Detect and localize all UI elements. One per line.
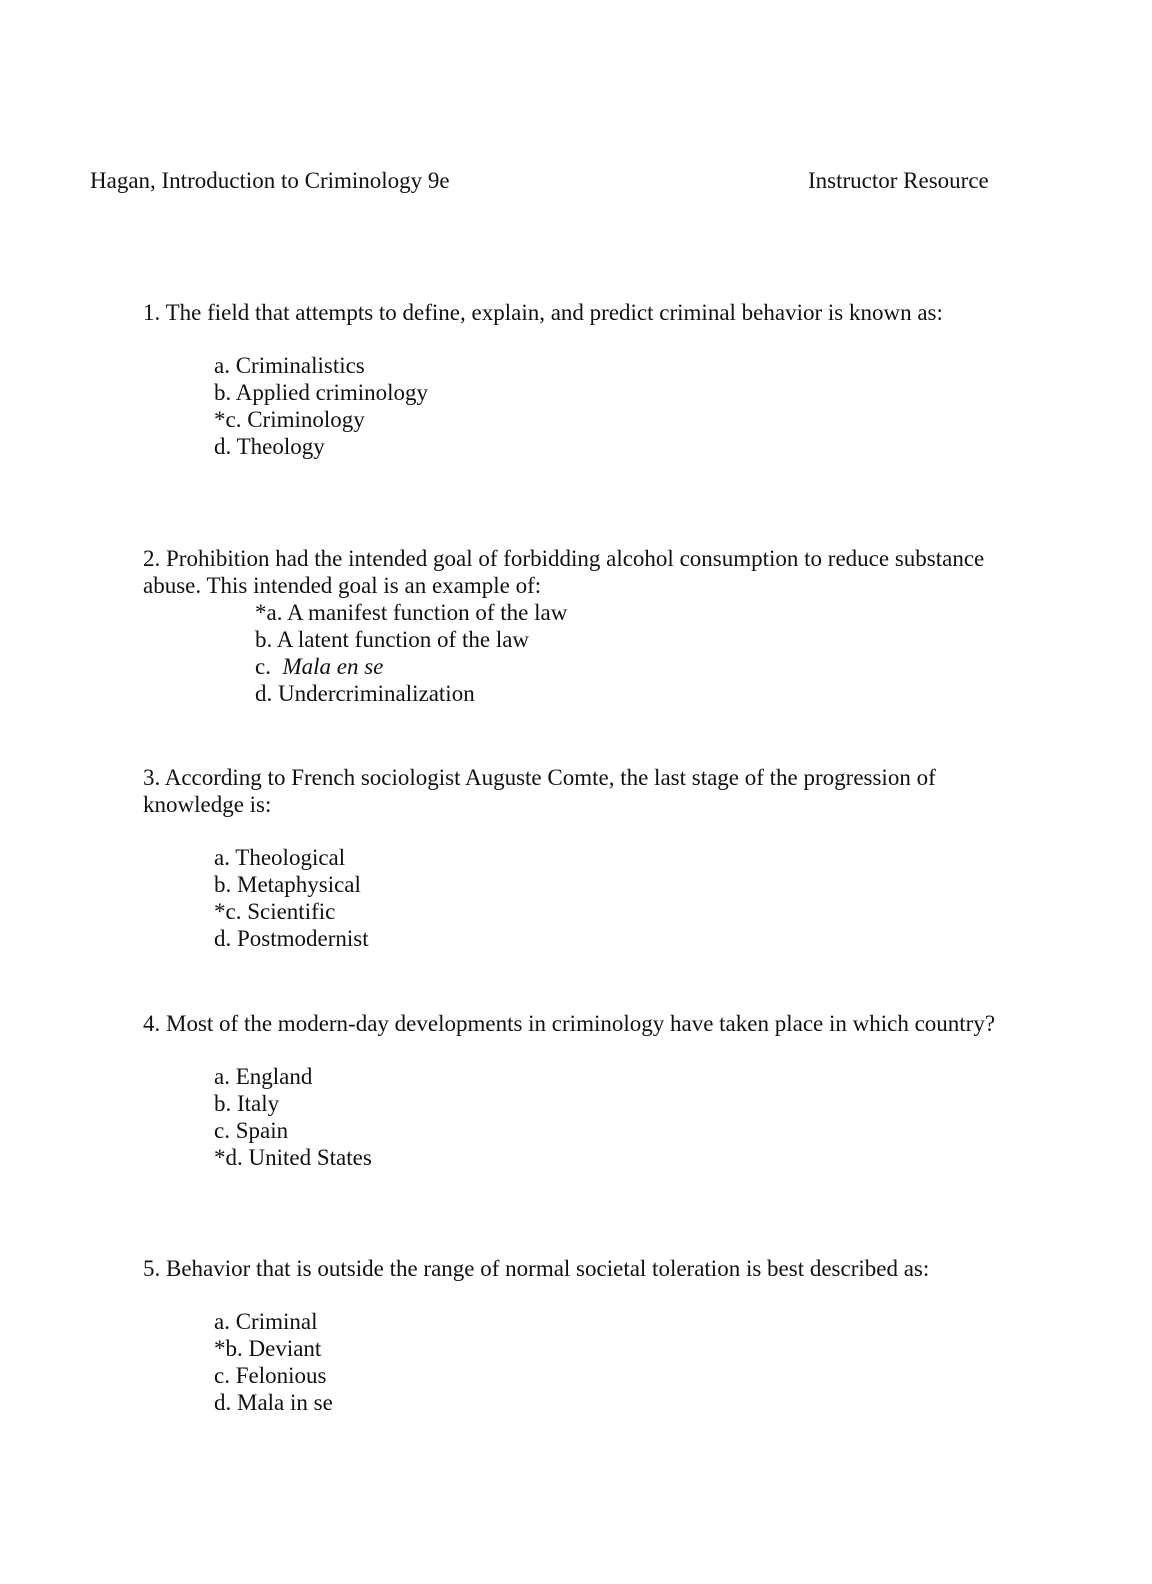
choice-letter: c. — [255, 654, 271, 679]
choice-d: d. Postmodernist — [214, 926, 369, 951]
choice-d: d. Mala in se — [214, 1390, 333, 1415]
choice-c-correct: *c. Scientific — [214, 899, 336, 924]
choice-d: d. Undercriminalization — [255, 681, 475, 706]
choice-b-correct: *b. Deviant — [214, 1336, 322, 1361]
question-stem: 2. Prohibition had the intended goal of forbidding alcohol consumption to reduce substance abuse. This intended goal is an example of: — [143, 546, 985, 598]
choice-b: b. Italy — [214, 1091, 280, 1116]
choice-a-correct: *a. A manifest function of the law — [255, 600, 568, 625]
choice-list — [143, 1063, 1023, 1171]
choice-list — [143, 844, 1023, 952]
choice-b: b. Applied criminology — [214, 380, 429, 405]
question-4 — [143, 1010, 1023, 1171]
choice-c — [143, 653, 1023, 680]
question-stem: 1. The field that attempts to define, explain, and predict criminal behavior is known as: — [143, 300, 943, 325]
choice-b: b. Metaphysical — [214, 872, 361, 897]
question-stem: 3. According to French sociologist Auguste Comte, the last stage of the progression of knowledge is: — [143, 765, 936, 817]
choice-c: c. Spain — [214, 1118, 289, 1143]
choice-a: a. Criminal — [214, 1309, 318, 1334]
choice-a: a. Theological — [214, 845, 346, 870]
choice-text-italic: Mala en se — [282, 654, 384, 679]
question-1 — [143, 299, 1023, 460]
question-3 — [143, 764, 1023, 952]
choice-c: c. Felonious — [214, 1363, 327, 1388]
choice-a: a. Criminalistics — [214, 353, 365, 378]
header-resource-label: Instructor Resource — [808, 168, 989, 193]
header-book-title: Hagan, Introduction to Criminology 9e — [90, 168, 450, 193]
choice-d-correct: *d. United States — [214, 1145, 372, 1170]
choice-list — [143, 1308, 1023, 1416]
choice-list — [143, 599, 1023, 707]
choice-d: d. Theology — [214, 434, 325, 459]
question-2 — [143, 545, 1023, 707]
question-stem: 5. Behavior that is outside the range of normal societal toleration is best described as: — [143, 1256, 930, 1281]
choice-c-correct: *c. Criminology — [214, 407, 365, 432]
question-stem: 4. Most of the modern-day developments in criminology have taken place in which country? — [143, 1011, 996, 1036]
choice-b: b. A latent function of the law — [255, 627, 530, 652]
choice-a: a. England — [214, 1064, 313, 1089]
choice-list — [143, 352, 1023, 460]
question-5 — [143, 1255, 1023, 1416]
